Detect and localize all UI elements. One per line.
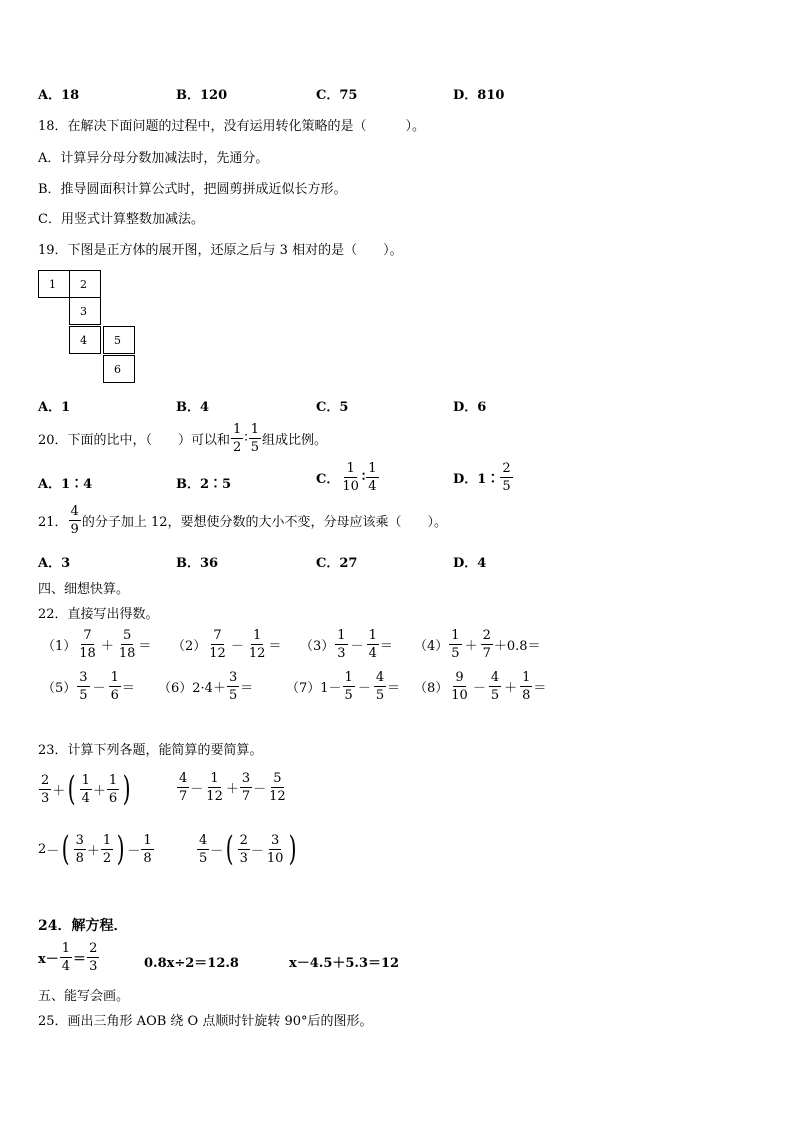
- q21-stem: 21． $\frac{4}{9}$ 的分子加上 12，要想使分数的大小不变，分母应该乘（ ）。: [38, 504, 448, 537]
- q19-option-c: C．5: [316, 400, 349, 415]
- net-cell-5: 5: [103, 326, 135, 354]
- q17-option-c: C．75: [316, 88, 358, 103]
- q24-equation-1: x－ $\frac{1}{4}$ ＝ $\frac{2}{3}$: [38, 941, 98, 974]
- q17-option-b: B．120: [176, 88, 228, 103]
- q18-option-b: B．推导圆面积计算公式时，把圆剪拼成近似长方形。: [38, 182, 347, 197]
- q24-equation-2: 0.8x÷2＝12.8: [144, 956, 239, 971]
- q17-option-a: A．18: [38, 88, 80, 103]
- q18-option-c: C．用竖式计算整数加减法。: [38, 212, 204, 227]
- q20-option-c: C． $\frac{1}{10}$ ∶ $\frac{1}{4}$: [316, 461, 377, 494]
- net-cell-4: 4: [69, 326, 101, 354]
- q21-option-b: B．36: [176, 556, 219, 571]
- q22-item-3: （3） $\frac{1}{3}$ － $\frac{1}{4}$ ＝: [300, 628, 393, 661]
- q25-stem: 25．画出三角形 AOB 绕 O 点顺时针旋转 90°后的图形。: [38, 1014, 373, 1029]
- q20-option-d: D．1∶ $\frac{2}{5}$: [453, 461, 511, 494]
- q18-stem: 18．在解决下面问题的过程中，没有运用转化策略的是（ ）。: [38, 119, 426, 134]
- q20-option-b: B．2∶5: [176, 477, 232, 492]
- q22-item-7: （7）1－ $\frac{1}{5}$ － $\frac{4}{5}$ ＝: [286, 670, 401, 703]
- q22-item-5: （5） $\frac{3}{5}$ － $\frac{1}{6}$ ＝: [42, 670, 135, 703]
- q22-item-4: （4） $\frac{1}{5}$ ＋ $\frac{2}{7}$ ＋0.8＝: [414, 628, 541, 661]
- q19-option-b: B．4: [176, 400, 210, 415]
- q22-item-1: （1） $\frac{7}{18}$ ＋ $\frac{5}{18}$ ＝: [42, 628, 152, 661]
- q22-item-2: （2） $\frac{7}{12}$ － $\frac{1}{12}$ ＝: [172, 628, 282, 661]
- q17-option-d: D．810: [453, 88, 505, 103]
- net-cell-6: 6: [103, 355, 135, 383]
- q23-stem: 23．计算下列各题，能简算的要简算。: [38, 743, 263, 758]
- q20-stem: 20．下面的比中，（ ）可以和 $\frac{1}{2}$ ∶ $\frac{1}{5}$ 组成比例。: [38, 422, 328, 455]
- q21-option-c: C．27: [316, 556, 358, 571]
- section-5-heading: 五、能写会画。: [38, 989, 130, 1004]
- q19-stem: 19．下图是正方体的展开图，还原之后与 3 相对的是（ ）。: [38, 243, 403, 258]
- q23-expr-2: $\frac{4}{7}$ － $\frac{1}{12}$ ＋ $\frac{3}{7}$ － $\frac{5}{12}$: [179, 771, 286, 804]
- q22-item-6: （6）2·4＋ $\frac{3}{5}$ ＝: [158, 670, 254, 703]
- q23-expr-3: 2 － ( $\frac{3}{8}$ ＋ $\frac{1}{2}$ ) － $\frac{1}{8}$: [38, 829, 152, 869]
- q24-equation-3: x－4.5＋5.3＝12: [289, 956, 400, 971]
- q20-stem-pre: 20．下面的比中，（ ）可以和: [38, 433, 231, 448]
- q23-expr-1: $\frac{2}{3}$ ＋ ( $\frac{1}{4}$ ＋ $\frac{1}{6}$ ): [41, 769, 131, 809]
- net-cell-3: 3: [69, 297, 101, 325]
- q19-option-d: D．6: [453, 400, 487, 415]
- q21-option-d: D．4: [453, 556, 487, 571]
- q22-stem: 22．直接写出得数。: [38, 607, 159, 622]
- q21-option-a: A．3: [38, 556, 71, 571]
- q24-stem: 24．解方程．: [38, 918, 128, 934]
- q20-stem-post: 组成比例。: [262, 433, 328, 448]
- q20-option-a: A．1∶4: [38, 477, 93, 492]
- q18-option-a: A．计算异分母分数加减法时，先通分。: [38, 151, 269, 166]
- net-cell-2: 2: [69, 270, 101, 298]
- q23-expr-4: $\frac{4}{5}$ － ( $\frac{2}{3}$ － $\frac{3}{10}$ ): [199, 829, 298, 869]
- net-cell-1: 1: [38, 270, 70, 298]
- q22-item-8: （8） $\frac{9}{10}$ － $\frac{4}{5}$ ＋ $\frac{1}{8}$ ＝: [414, 670, 547, 703]
- section-4-heading: 四、细想快算。: [38, 582, 130, 597]
- q19-option-a: A．1: [38, 400, 71, 415]
